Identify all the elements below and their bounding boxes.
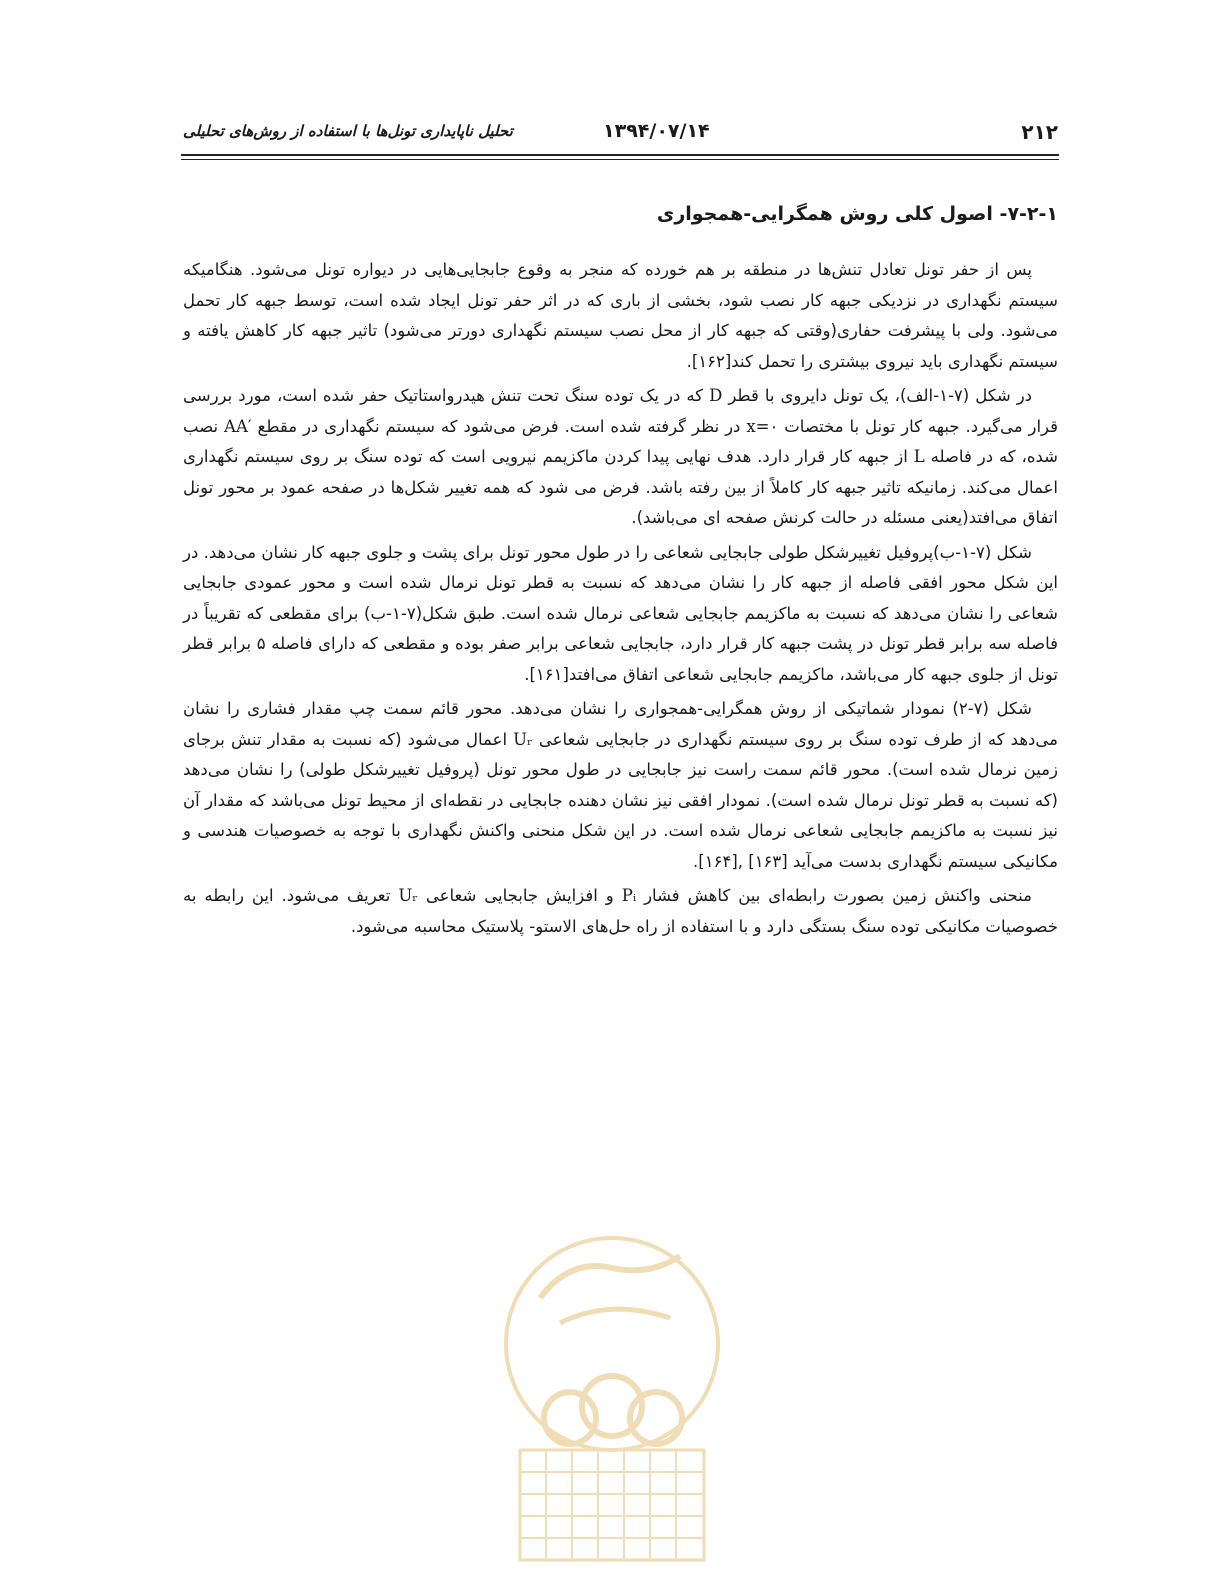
- text-run: اعمال می‌شود (که نسبت به مقدار تنش برجای زمین نرمال شده است). محور قائم سمت راست نیز جابجایی در طول محور تونل (پروفیل تغییرشکل طولی) را نشان می‌دهد (که نسبت به قطر تونل نرمال شده است). نمودار افقی نیز نشان دهنده جابجایی در نقطه‌ای از محیط تونل می‌باشد که مقدار آن نیز نسبت به ماکزیمم جابجایی شعاعی نرمال شده است. در این شکل منحنی واکنش نگهداری با توجه به خصوصیات هندسی و مکانیکی سیستم نگهداری بدست می‌آید [۱۶۳] ,[۱۶۴].: [183, 729, 1058, 871]
- header-date: ۱۳۹۴/۰۷/۱۴: [603, 120, 710, 142]
- symbol-aa: AA′: [224, 416, 252, 436]
- text-run: در شکل (۷-۱-الف)، یک تونل دایروی با قطر: [728, 386, 1033, 405]
- text-run: از جبهه کار قرار دارد. هدف نهایی پیدا کردن ماکزیمم نیرویی است که توده سنگ بر روی سیستم نگهداری اعمال می‌کند. زمانیکه تاثیر جبهه کار کاملاً از بین رفته باشد. فرض می شود که همه تغییر شکل‌ها در صفحه عمود بر محور تونل اتفاق می‌افتد(یعنی مسئله در حالت کرنش صفحه ای می‌باشد).: [183, 447, 1058, 527]
- header-rule-thin: [181, 159, 1059, 160]
- text-run: شکل (۷-۲) نمودار شماتیکی از روش همگرایی-همجواری را نشان می‌دهد. محور قائم سمت چپ مقدار فشاری را نشان می‌دهد که از طرف توده سنگ بر روی سیستم نگهداری در جابجایی شعاعی: [183, 699, 1058, 749]
- watermark-logo: [500, 1228, 724, 1584]
- page-header: [183, 118, 1058, 152]
- section-heading: ۷-۲-۱- اصول کلی روش همگرایی-همجواری: [656, 203, 1058, 225]
- symbol-ur: Uᵣ: [513, 729, 533, 749]
- symbol-pi: Pᵢ: [621, 886, 637, 905]
- text-run: در نظر گرفته شده است. فرض می‌شود که سیستم نگهداری در مقطع: [257, 416, 741, 436]
- symbol-x0: x=۰: [746, 416, 779, 436]
- text-run: منحنی واکنش زمین بصورت رابطه‌ای بین کاهش فشار: [644, 886, 1032, 905]
- paragraph-4: [183, 694, 1058, 877]
- symbol-l: L: [913, 447, 925, 466]
- paragraph-1: پس از حفر تونل تعادل تنش‌ها در منطقه بر هم خورده که منجر به وقوع جابجایی‌هایی در دیواره تونل می‌شود. هنگامیکه سیستم نگهداری در نزدیکی جبهه کار نصب شود، بخشی از باری که در اثر حفر تونل ایجاد شده است، توسط جبهه کار تحمل می‌شود. ولی با پیشرفت حفاری(وقتی که جبهه کار از محل نصب سیستم نگهداری دورتر می‌شود) تاثیر جبهه کار کاهش یافته و سیستم نگهداری باید نیروی بیشتری را تحمل کند[۱۶۲].: [183, 260, 1058, 371]
- text-run: و افزایش جابجایی شعاعی: [425, 886, 614, 905]
- body-text: [183, 255, 1058, 946]
- header-rule-thick: [181, 154, 1059, 156]
- paragraph-5: [183, 881, 1058, 942]
- running-title: تحلیل ناپایداری تونل‌ها با استفاده از روش‌های تحلیلی: [183, 122, 513, 140]
- paragraph-3: شکل (۷-۱-ب)پروفیل تغییرشکل طولی جابجایی شعاعی را در طول محور تونل برای پشت و جلوی جبهه کار نشان می‌دهد. در این شکل محور افقی فاصله از جبهه کار را نشان می‌دهد که نسبت به قطر تونل نرمال شده است و محور عمودی جابجایی شعاعی را نشان می‌دهد که نسبت به ماکزیمم جابجایی شعاعی نرمال شده است. طبق شکل(۷-۱-ب) برای مقطعی که تقریباً در فاصله سه برابر قطر تونل در پشت جبهه کار قرار دارد، جابجایی شعاعی برابر صفر بوده و مقطعی که دارای فاصله ۵ برابر قطر تونل از جلوی جبهه کار می‌باشد، ماکزیمم جابجایی شعاعی اتفاق می‌افتد[۱۶۱].: [183, 542, 1059, 684]
- text-run: نصب شده، که در فاصله: [183, 416, 1058, 466]
- text-run: تعریف می‌شود. این رابطه به خصوصیات مکانیکی توده سنگ بستگی دارد و با استفاده از راه حل‌های الاستو- پلاستیک محاسبه می‌شود.: [183, 886, 1058, 936]
- symbol-d: D: [709, 386, 723, 405]
- paragraph-2: [183, 381, 1058, 534]
- text-run: که در یک توده سنگ تحت تنش هیدرواستاتیک حفر شده است، مورد بررسی قرار می‌گیرد. جبهه کار تونل با مختصات: [183, 386, 1059, 436]
- page-number: ۲۱۲: [1021, 120, 1058, 144]
- symbol-ur-2: Uᵣ: [398, 886, 418, 905]
